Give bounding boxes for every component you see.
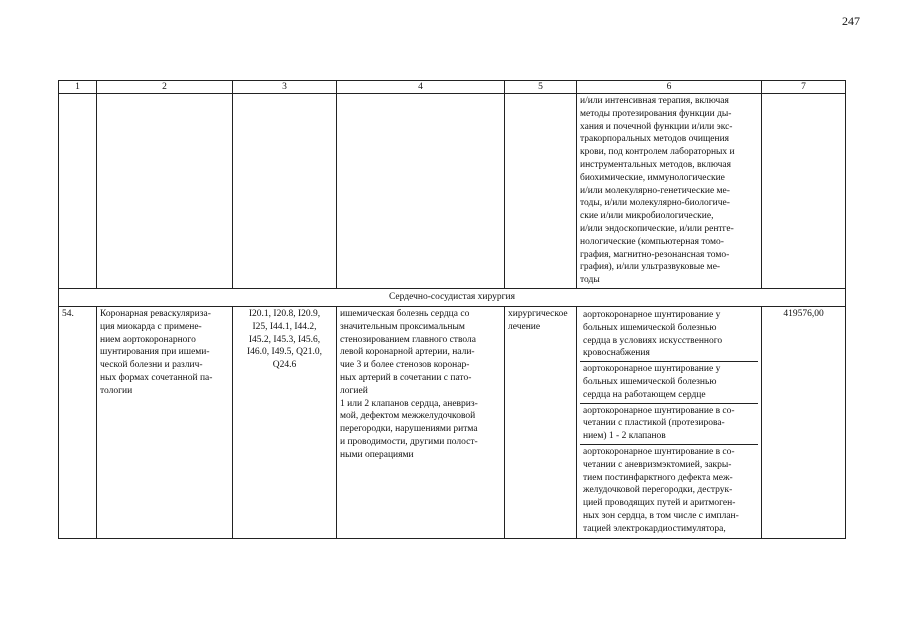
cost-value: 419576,00	[762, 306, 846, 538]
care-type-name: Коронарная реваскуляриза- ция миокарда с примене- нием аортокоронарного шунтирования при ишеми- ческой болезни и различ- ных формах сочетанной па- тологии	[97, 306, 233, 538]
method-item: аортокоронарное шунтирование в со- четании с пластикой (протезирова- нием) 1 - 2 клапанов	[580, 404, 758, 445]
column-number: 2	[97, 81, 233, 94]
continuation-row	[59, 94, 846, 289]
column-number: 3	[233, 81, 337, 94]
row-number: 54.	[59, 306, 97, 538]
column-number: 5	[505, 81, 577, 94]
cell-empty	[762, 94, 846, 289]
column-number: 4	[337, 81, 505, 94]
method-item: аортокоронарное шунтирование в со- четании с аневризмэктомией, закры- тием постинфарктного дефекта меж- желудочковой перегородки, деструк- цией проводящих путей и аритмоген- ных зон сердца, в том числе с имплан- тацией электрокардиостимулятора,	[583, 446, 739, 534]
column-number: 7	[762, 81, 846, 94]
page-number: 247	[842, 14, 860, 28]
medical-care-table	[58, 80, 846, 539]
column-number: 1	[59, 81, 97, 94]
cell-empty	[97, 94, 233, 289]
section-title: Сердечно-сосудистая хирургия	[59, 288, 846, 306]
cell-empty	[505, 94, 577, 289]
table-row	[59, 306, 846, 538]
cell-empty	[233, 94, 337, 289]
icd-codes: I20.1, I20.8, I20.9, I25, I44.1, I44.2, I45.2, I45.3, I45.6, I46.0, I49.5, Q21.0, Q24.6	[233, 306, 337, 538]
treatment-type: хирургическое лечение	[505, 306, 577, 538]
method-item: аортокоронарное шунтирование у больных ишемической болезнью сердца в условиях искусственного кровоснабжения	[580, 308, 758, 362]
column-number: 6	[577, 81, 762, 94]
treatment-methods	[577, 306, 762, 538]
section-row	[59, 288, 846, 306]
continued-methods-text: и/или интенсивная терапия, включая методы протезирования функции ды- хания и почечной функции и/или экс- тракорпоральных методов очищения крови, под контролем лабораторных и инструментальных методов, включая биохимические, иммунологические и/или молекулярно-генетические ме- тоды, и/или молекулярно-биологиче- ские и/или микробиологические, и/или эндоскопические, и/или рентге- нологические (компьютерная томо- графия, магнитно-резонансная томо- графия), и/или ультразвуковые ме- тоды	[577, 94, 762, 289]
column-number-row	[59, 81, 846, 94]
method-item: аортокоронарное шунтирование у больных ишемической болезнью сердца на работающем сердце	[580, 362, 758, 403]
cell-empty	[337, 94, 505, 289]
cell-empty	[59, 94, 97, 289]
patient-model: ишемическая болезнь сердца со значительным проксимальным стенозированием главного ствола левой коронарной артерии, нали- чие 3 и более стенозов коронар- ных артерий в сочетании с пато- логией 1 или 2 клапанов сердца, аневриз- мой, дефектом межжелудочковой перегородки, нарушениями ритма и проводимости, другими полост- ными операциями	[337, 306, 505, 538]
